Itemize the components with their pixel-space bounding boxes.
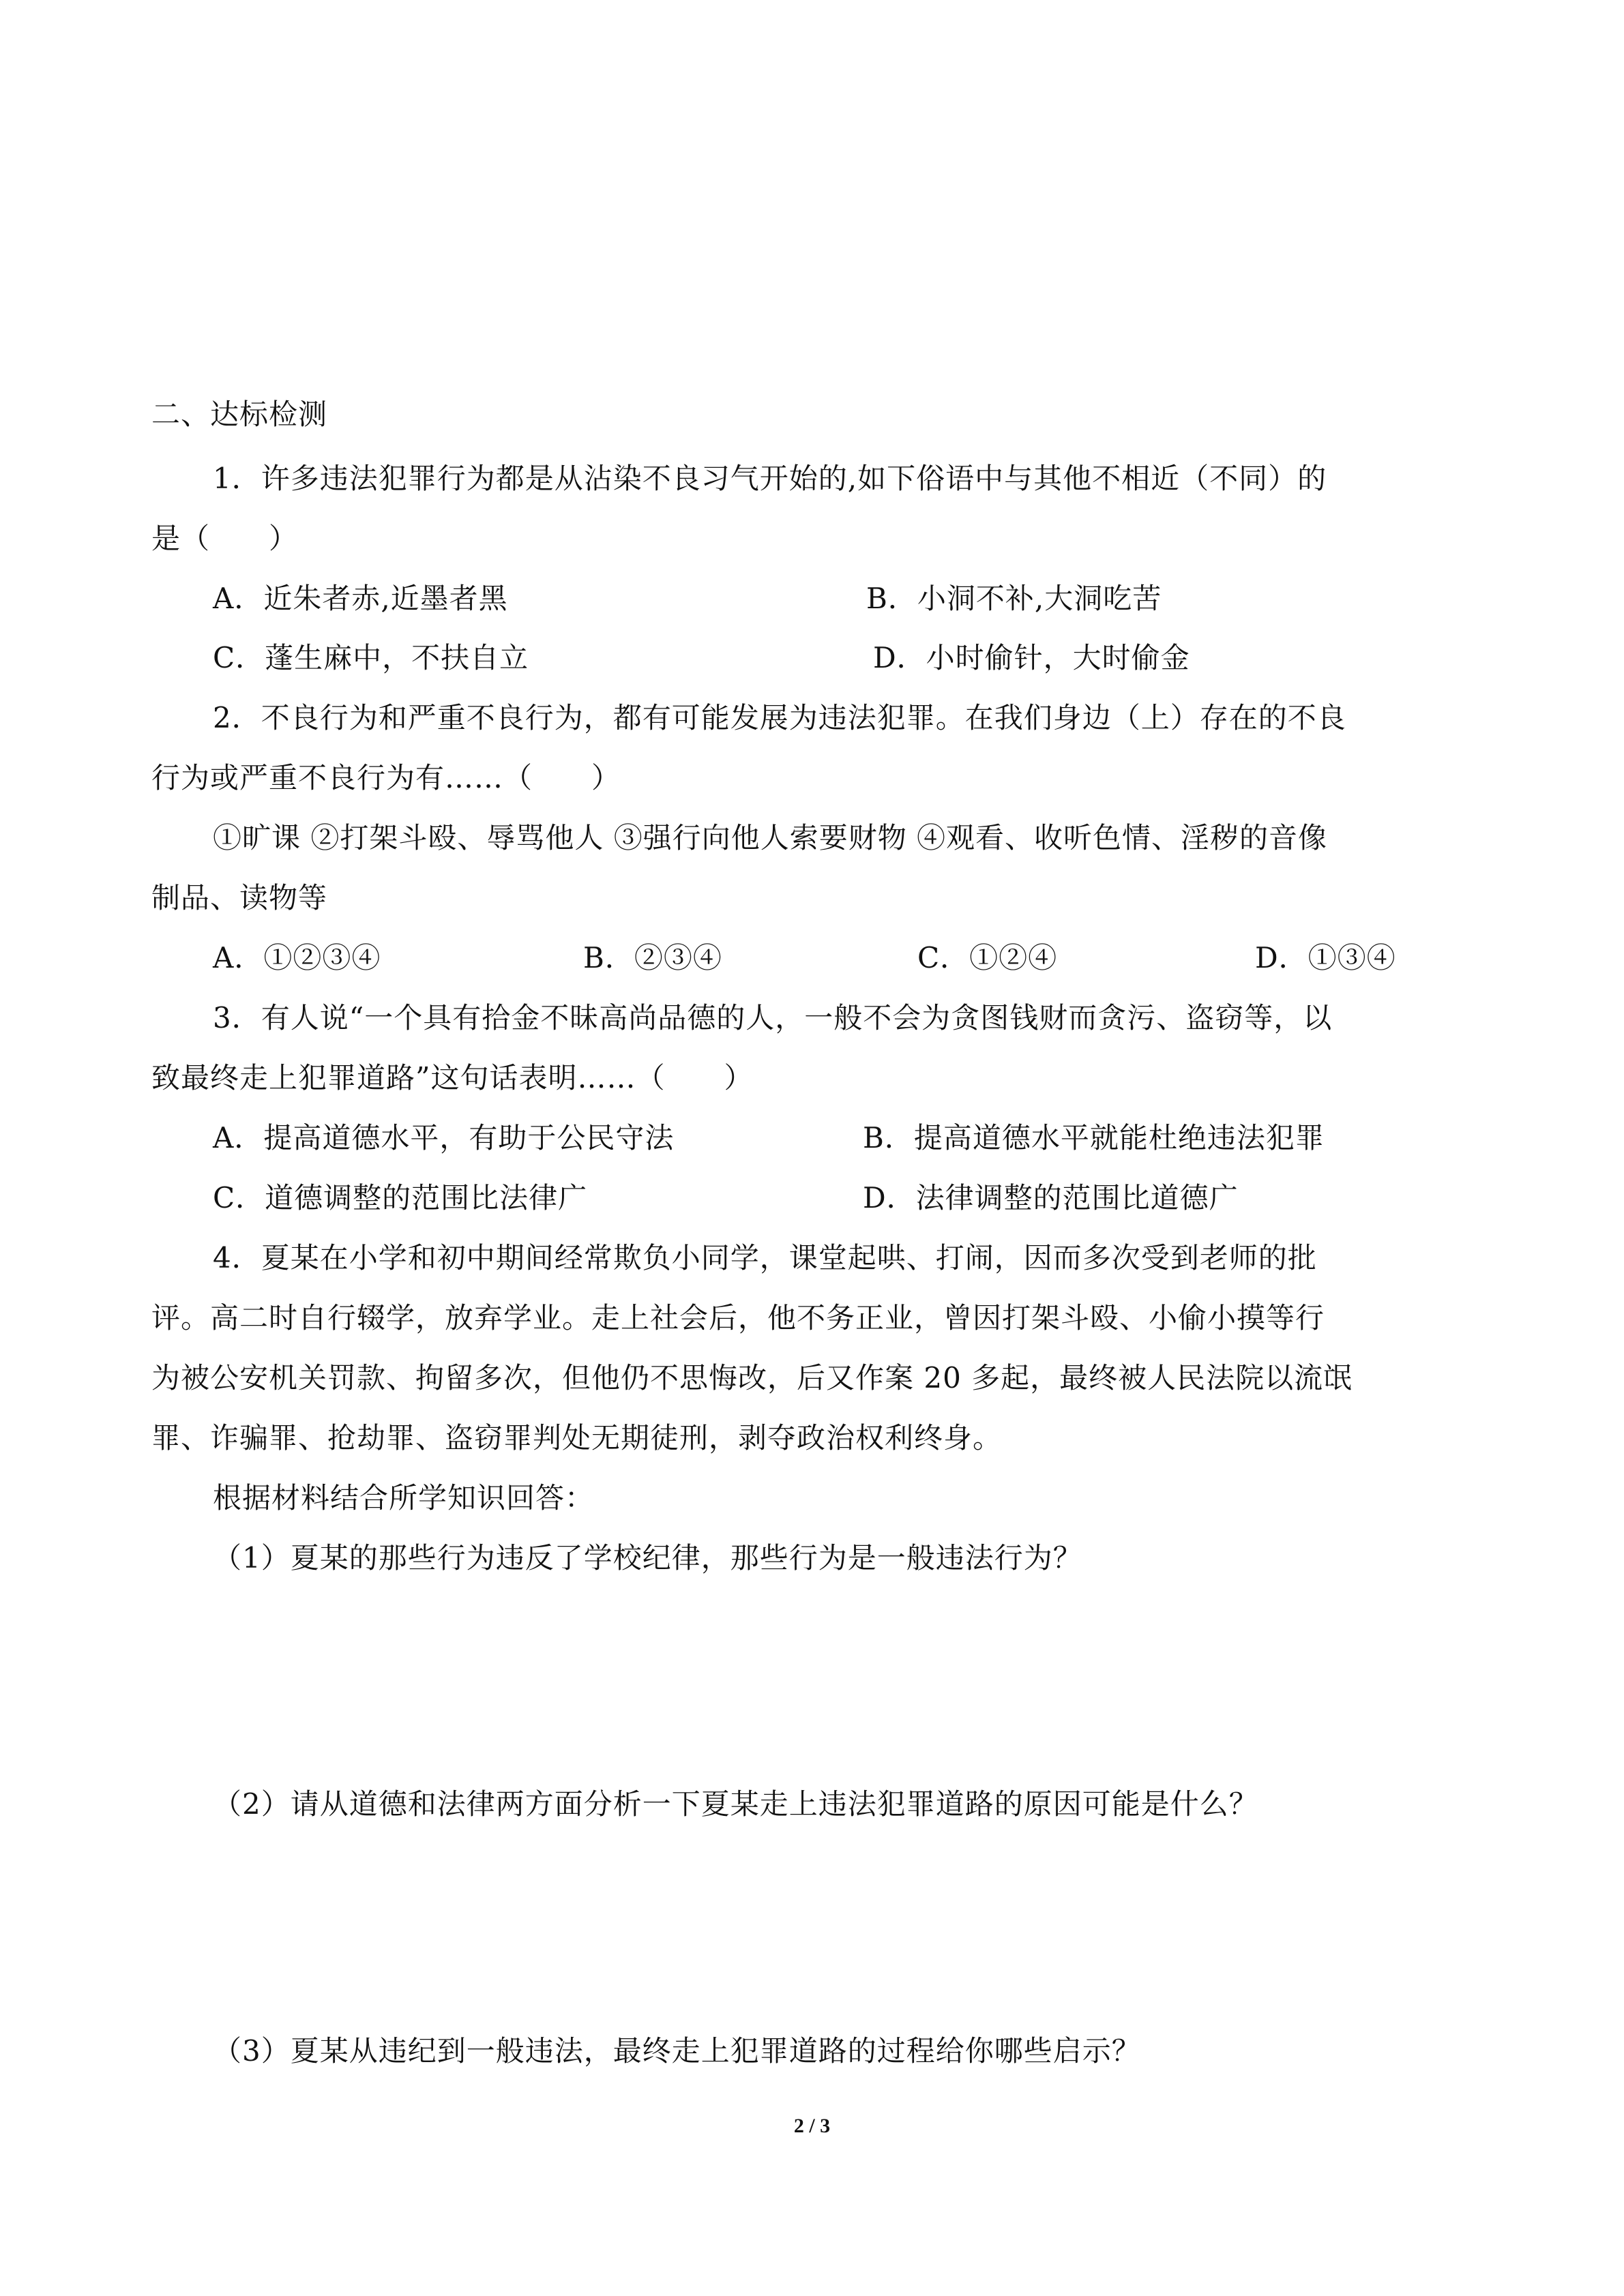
q1-stem-line2: 是（ ） xyxy=(151,522,299,555)
q4-material-line3: 为被公安机关罚款、拘留多次，但他仍不思悔改，后又作案 20 多起，最终被人民法院以流氓 xyxy=(151,1361,1353,1395)
q2-option-c: C．①②④ xyxy=(917,941,1058,974)
q1-option-c: C．蓬生麻中，不扶自立 xyxy=(213,641,529,674)
q2-option-b: B．②③④ xyxy=(583,941,722,974)
q4-material-line2: 评。高二时自行辍学，放弃学业。走上社会后，他不务正业，曾因打架斗殴、小偷小摸等行 xyxy=(151,1301,1325,1335)
q1-option-b: B．小洞不补,大洞吃苦 xyxy=(866,582,1162,615)
q4-sub-question-1: （1）夏某的那些行为违反了学校纪律，那些行为是一般违法行为？ xyxy=(213,1541,1082,1575)
q4-sub-question-3: （3）夏某从违纪到一般违法，最终走上犯罪道路的过程给你哪些启示？ xyxy=(213,2034,1141,2068)
q3-option-d: D．法律调整的范围比道德广 xyxy=(863,1181,1239,1214)
q4-sub-question-2: （2）请从道德和法律两方面分析一下夏某走上违法犯罪道路的原因可能是什么？ xyxy=(213,1787,1258,1821)
q1-option-a: A．近朱者赤,近墨者黑 xyxy=(213,582,508,615)
q2-option-d: D．①③④ xyxy=(1255,941,1396,974)
q2-items-line1: ①旷课 ②打架斗殴、辱骂他人 ③强行向他人索要财物 ④观看、收听色情、淫秽的音像 xyxy=(213,821,1328,854)
q4-material-line4: 罪、诈骗罪、抢劫罪、盗窃罪判处无期徒刑，剥夺政治权利终身。 xyxy=(151,1421,1003,1455)
page-number: 2 / 3 xyxy=(793,2115,831,2137)
q2-stem-line2: 行为或严重不良行为有……（ ） xyxy=(151,761,621,794)
section-heading: 二、达标检测 xyxy=(151,398,328,431)
q2-stem-line1: 2．不良行为和严重不良行为，都有可能发展为违法犯罪。在我们身边（上）存在的不良 xyxy=(213,701,1346,734)
q2-items-line2: 制品、读物等 xyxy=(151,881,328,914)
q2-option-a: A．①②③④ xyxy=(213,941,381,974)
q1-stem-line1: 1．许多违法犯罪行为都是从沾染不良习气开始的,如下俗语中与其他不相近（不同）的 xyxy=(213,462,1327,495)
q3-option-c: C．道德调整的范围比法律广 xyxy=(213,1181,588,1214)
q1-option-d: D．小时偷针，大时偷金 xyxy=(873,641,1190,674)
q3-option-b: B．提高道德水平就能杜绝违法犯罪 xyxy=(863,1121,1325,1154)
q4-instruction: 根据材料结合所学知识回答： xyxy=(213,1481,595,1515)
q4-material-line1: 4．夏某在小学和初中期间经常欺负小同学，课堂起哄、打闹，因而多次受到老师的批 xyxy=(213,1241,1317,1274)
q3-stem-line2: 致最终走上犯罪道路”这句话表明……（ ） xyxy=(151,1061,754,1094)
q3-stem-line1: 3．有人说“一个具有拾金不昧高尚品德的人，一般不会为贪图钱财而贪污、盗窃等，以 xyxy=(213,1001,1333,1034)
q3-option-a: A．提高道德水平，有助于公民守法 xyxy=(213,1121,675,1154)
